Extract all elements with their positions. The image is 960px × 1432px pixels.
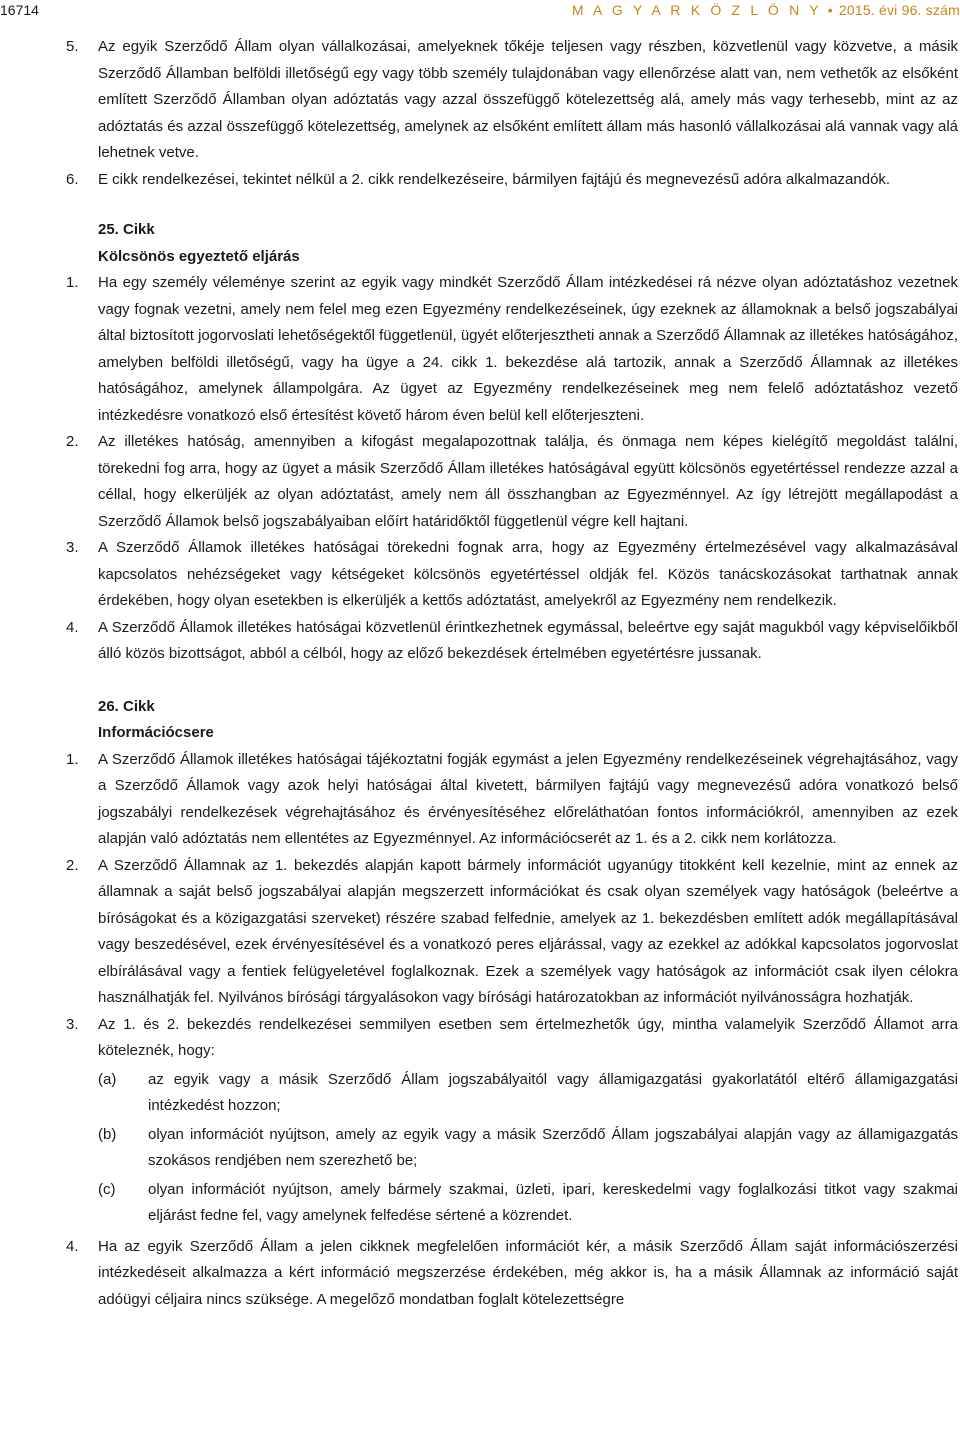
paragraph-number: 2. <box>66 433 79 450</box>
sub-item <box>66 1067 958 1120</box>
sub-item <box>66 1122 958 1175</box>
paragraph-number: 1. <box>66 274 79 291</box>
paragraph-item <box>66 853 958 1012</box>
paragraph-text: Az illetékes hatóság, amennyiben a kifogást megalapozottnak találja, és önmaga nem képes kielégítő megoldást találni, törekedni fog arra, hogy az ügyet a másik Szerződő Állam illetékes hatóságával együtt kölcsönös egyetértéssel rendezze azzal a céllal, hogy elkerüljék az olyan adóztatást, amely nem áll összhangban az Egyezménnyel. Az így létrejött megállapodást a Szerződő Államok belső jogszabályaiban előírt határidőktől függetlenül végre kell hajtani. <box>98 433 958 530</box>
paragraph-text: Az 1. és 2. bekezdés rendelkezései semmilyen esetben sem értelmezhetők úgy, mintha valamelyik Szerződő Államot arra köteleznék, hogy: <box>98 1015 958 1059</box>
sub-item-text: olyan információt nyújtson, amely az egyik vagy a másik Szerződő Állam jogszabályai alapján vagy az államigazgatás szokásos rendjében nem szerezhető be; <box>148 1125 958 1169</box>
paragraph-item <box>66 1234 958 1314</box>
sub-item <box>66 1177 958 1230</box>
paragraph-text: A Szerződő Államnak az 1. bekezdés alapján kapott bármely információt ugyanúgy titokként kell kezelnie, mint az ennek az államnak a saját belső jogszabályai alapján megszerzett információkat és csak olyan személyek vagy hatóságok (beleértve a bíróságokat és a közigazgatási szerveket) részére szabad felfednie, amelyek az 1. bekezdésben említett adók megállapításával vagy beszedésével, ezek érvényesítésével és a vonatkozó peres eljárással, vagy az ezekkel az adókkal kapcsolatos jogorvoslat elbírálásával vagy a fentiek felügyeletével foglalkoznak. Ezek a személyek vagy hatóságok az információt csak ilyen célokra használhatják fel. Nyilvános bírósági tárgyalásokon vagy bírósági határozatokban az információt nyilvánosságra hozhatják. <box>98 856 958 1006</box>
paragraph-text: Az egyik Szerződő Állam olyan vállalkozásai, amelyeknek tőkéje teljesen vagy részben, közvetlenül vagy közvetve, a másik Szerződő Államban belföldi illetőségű egy vagy több személy tulajdonában vagy ellenőrzése alatt van, nem vethetők az elsőként említett Szerződő Államban olyan adóztatás vagy azzal összefüggő kötelezettség alá, amely más vagy terhesebb, mint az az adóztatás és azzal összefüggő kötelezettség, amelynek az elsőként említett állam más hasonló vállalkozásai alá vannak vagy alá lehetnek vetve. <box>98 38 958 161</box>
page-header <box>0 0 960 22</box>
document-body <box>66 34 958 1313</box>
paragraph-number: 6. <box>66 170 79 188</box>
paragraph-item <box>66 747 958 853</box>
paragraph-item <box>66 167 958 194</box>
paragraph-text: A Szerződő Államok illetékes hatóságai törekedni fognak arra, hogy az Egyezmény értelmezésével vagy alkalmazásával kapcsolatos nehézségeket vagy kétségeket kölcsönös egyetértéssel oldják fel. Közös tanácskozásokat tarthatnak annak érdekében, hogy olyan esetekben is elkerüljék a kettős adóztatást, amelyekről az Egyezmény nem rendelkezik. <box>98 539 958 609</box>
journal-info <box>572 0 960 20</box>
header-bullet: • <box>827 2 833 18</box>
paragraph-text: A Szerződő Államok illetékes hatóságai tájékoztatni fogják egymást a jelen Egyezmény rendelkezéseinek végrehajtásához, vagy a Szerződő Államok vagy azok helyi hatóságai által kivetett, bármilyen fajtájú vagy megnevezésű adóra vonatkozó belső jogszabályi rendelkezések végrehajtásához és érvényesítéséhez előreláthatóan fontos információkról, amennyiben az ezek alapján való adóztatás nem ellentétes az Egyezménnyel. Az információcserét az 1. és a 2. cikk nem korlátozza. <box>98 750 958 847</box>
article-26-title: Információcsere <box>98 724 214 741</box>
paragraph-number: 5. <box>66 38 79 55</box>
paragraph-text: Ha az egyik Szerződő Állam a jelen cikknek megfelelően információt kér, a másik Szerződő Állam saját információszerzési intézkedéseit alkalmazza a kért információ megszerzése érdekében, még akkor is, ha a másik Államnak az információ saját adóügyi céljaira nincs szüksége. A megelőző mondatban foglalt kötelezettségre <box>98 1237 958 1308</box>
paragraph-item <box>66 429 958 535</box>
paragraph-text: A Szerződő Államok illetékes hatóságai közvetlenül érintkezhetnek egymással, beleértve egy saját magukból vagy képviselőikből álló közös bizottságot, abból a célból, hogy az előző bekezdések értelmében egyetértésre jussanak. <box>98 618 958 662</box>
sub-item-label: (a) <box>98 1070 117 1088</box>
paragraph-item <box>66 270 958 429</box>
paragraph-number: 4. <box>66 1237 79 1255</box>
sub-item-label: (c) <box>98 1180 116 1198</box>
paragraph-number: 4. <box>66 618 79 636</box>
article-25-title: Kölcsönös egyeztető eljárás <box>98 247 300 265</box>
paragraph-item <box>66 1012 958 1065</box>
issue-number: 2015. évi 96. szám <box>838 2 960 18</box>
paragraph-number: 2. <box>66 856 79 874</box>
journal-title: M A G Y A R K Ö Z L Ö N Y <box>571 2 822 18</box>
page-number: 16714 <box>0 2 39 18</box>
paragraph-number: 3. <box>66 539 79 556</box>
sub-item-text: az egyik vagy a másik Szerződő Állam jogszabályaitól vagy államigazgatási gyakorlatától eltérő államigazgatási intézkedést hozzon; <box>148 1070 958 1114</box>
paragraph-text: Ha egy személy véleménye szerint az egyik vagy mindkét Szerződő Állam intézkedései rá nézve olyan adóztatáshoz vezetnek vagy fognak vezetni, amely nem felel meg ezen Egyezmény rendelkezéseinek, úgy ezeknek az államoknak a belső jogszabályai által biztosított jogorvoslati lehetőségektől függetlenül, ügyét előterjesztheti annak a Szerződő Államnak az illetékes hatóságához, amelyben belföldi illetőségű, vagy ha ügye a 24. cikk 1. bekezdése alá tartozik, annak a Szerződő Államnak az illetékes hatóságához, amelynek állampolgára. Az ügyet az Egyezmény rendelkezéseinek meg nem felelő adóztatáshoz vezető intézkedésre vonatkozó első értesítést követő három éven belül kell előterjeszteni. <box>98 274 958 424</box>
article-25-number: 25. Cikk <box>98 221 155 238</box>
paragraph-number: 3. <box>66 1015 79 1033</box>
paragraph-item <box>66 615 958 668</box>
paragraph-text: E cikk rendelkezései, tekintet nélkül a 2. cikk rendelkezéseire, bármilyen fajtájú és megnevezésű adóra alkalmazandók. <box>98 170 891 188</box>
paragraph-number: 1. <box>66 750 79 768</box>
paragraph-item <box>66 34 958 167</box>
sub-item-text: olyan információt nyújtson, amely bármely szakmai, üzleti, ipari, kereskedelmi vagy foglalkozási titkot vagy szakmai eljárást fedne fel, vagy amelynek felfedése sértené a közrendet. <box>148 1180 958 1224</box>
paragraph-item <box>66 535 958 615</box>
sub-item-label: (b) <box>98 1125 117 1143</box>
article-26-number: 26. Cikk <box>98 697 155 715</box>
